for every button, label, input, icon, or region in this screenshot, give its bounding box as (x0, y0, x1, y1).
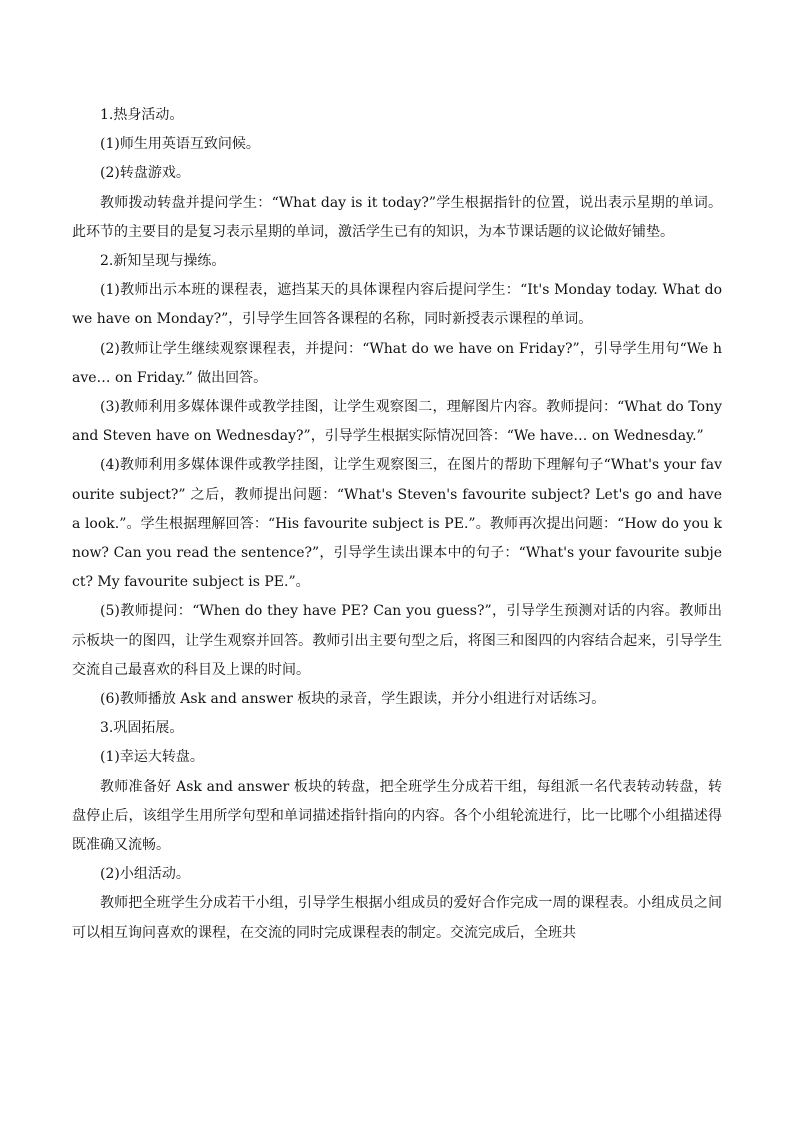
step-picture-two: (3)教师利用多媒体课件或教学挂图，让学生观察图二，理解图片内容。教师提问：“What do Tony and Steven have on Wednesday?”，引导学生根据实际情况回答：“We have… on Wednesday.” (72, 399, 722, 445)
step-picture-four: (5)教师提问：“When do they have PE? Can you guess?”，引导学生预测对话的内容。教师出示板块一的图四，让学生观察并回答。教师引出主要句型之后，将图三和图四的内容结合起来，引导学生交流自己最喜欢的科目及上课的时间。 (72, 603, 722, 678)
section-heading-consolidation: 3.巩固拓展。 (100, 720, 184, 737)
step-spinner-game: (2)转盘游戏。 (100, 165, 190, 182)
step-lucky-wheel: (1)幸运大转盘。 (100, 749, 204, 766)
step-greeting: (1)师生用英语互致问候。 (100, 136, 260, 153)
step-timetable-monday: (1)教师出示本班的课程表，遮挡某天的具体课程内容后提问学生：“It's Monday today. What do we have on Monday?”，引导学生回答各课程的名称，同时新授表示课程的单词。 (72, 282, 722, 328)
paragraph-group-activity: 教师把全班学生分成若干小组，引导学生根据小组成员的爱好合作完成一周的课程表。小组成员之间可以相互询问喜欢的课程，在交流的同时完成课程表的制定。交流完成后，全班共 (72, 895, 722, 941)
step-recording: (6)教师播放 Ask and answer 板块的录音，学生跟读，并分小组进行对话练习。 (100, 691, 606, 708)
section-heading-warmup: 1.热身活动。 (100, 107, 184, 123)
paragraph-spinner-description: 教师拨动转盘并提问学生：“What day is it today?”学生根据指针的位置，说出表示星期的单词。此环节的主要目的是复习表示星期的单词，激活学生已有的知识，为本节课话题的议论做好铺垫。 (72, 194, 722, 240)
step-group-activity: (2)小组活动。 (100, 866, 190, 883)
step-picture-three: (4)教师利用多媒体课件或教学挂图，让学生观察图三，在图片的帮助下理解句子“What's your favourite subject?” 之后，教师提出问题：“What's Steven's favourite subject? Let's go and have a look.”。学生根据理解回答：“His favourite subject is PE.”。教师再次提出问题：“How do you know? Can you read the sentence?”，引导学生读出课本中的句子：“What's your favourite subject? My favourite subject is PE.”。 (72, 457, 722, 591)
step-timetable-friday: (2)教师让学生继续观察课程表，并提问：“What do we have on Friday?”，引导学生用句“We have… on Friday.” 做出回答。 (72, 340, 722, 386)
document-body (72, 101, 722, 948)
paragraph-lucky-wheel: 教师准备好 Ask and answer 板块的转盘，把全班学生分成若干组，每组派一名代表转动转盘，转盘停止后，该组学生用所学句型和单词描述指针指向的内容。各个小组轮流进行，比一比哪个小组描述得既准确又流畅。 (72, 778, 722, 854)
section-heading-presentation: 2.新知呈现与操练。 (100, 253, 226, 270)
